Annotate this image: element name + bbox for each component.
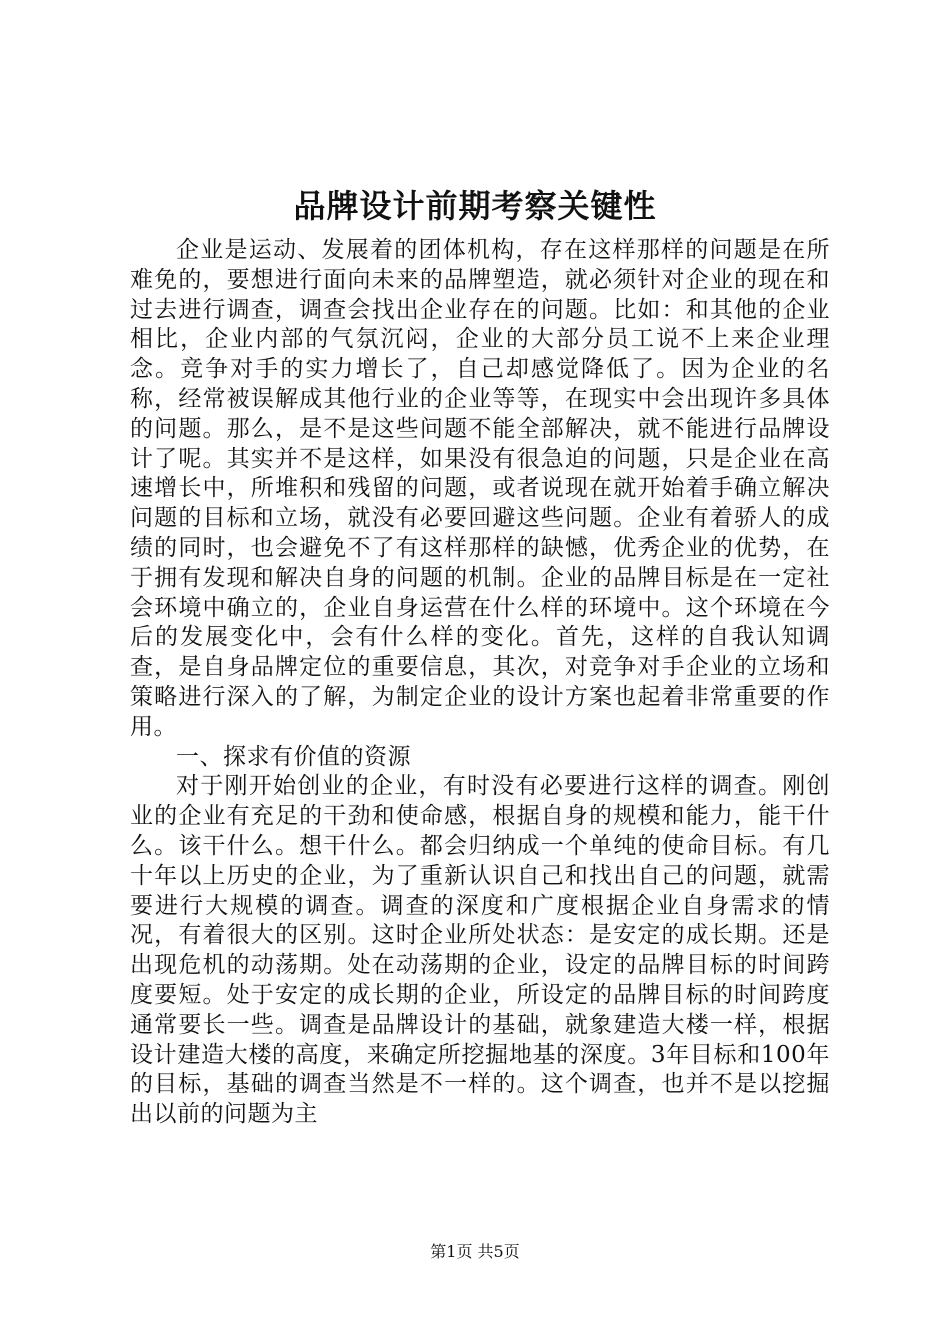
section-heading: 一、探求有价值的资源 bbox=[176, 743, 411, 770]
body-paragraph: 企业是运动、发展着的团体机构，存在这样那样的问题是在所难免的，要想进行面向未来的品牌塑造，就必须针对企业的现在和过去进行调查，调查会找出企业存在的问题。比如：和其他的企业相比，企业内部的气氛沉闷，企业的大部分员工说不上来企业理念。竞争对手的实力增长了，自己却感觉降低了。因为企业的名称，经常被误解成其他行业的企业等等，在现实中会出现许多具体的问题。那么，是不是这些问题不能全部解决，就不能进行品牌设计了呢。其实并不是这样，如果没有很急迫的问题，只是企业在高速增长中，所堆积和残留的问题，或者说现在就开始着手确立解决问题的目标和立场，就没有必要回避这些问题。企业有着骄人的成绩的同时，也会避免不了有这样那样的缺憾，优秀企业的优势，在于拥有发现和解决自身的问题的机制。企业的品牌目标是在一定社会环境中确立的，企业自身运营在什么样的环境中。这个环境在今后的发展变化中，会有什么样的变化。首先，这样的自我认知调查，是自身品牌定位的重要信息，其次，对竞争对手企业的立场和策略进行深入的了解，为制定企业的设计方案也起着非常重要的作用。 bbox=[130, 237, 830, 740]
page-number: 第1页 共5页 bbox=[430, 1242, 520, 1261]
document-body bbox=[130, 236, 830, 1130]
document-title: 品牌设计前期考察关键性 bbox=[293, 187, 657, 225]
body-paragraph: 对于刚开始创业的企业，有时没有必要进行这样的调查。刚创业的企业有充足的干劲和使命感，根据自身的规模和能力，能干什么。该干什么。想干什么。都会归纳成一个单纯的使命目标。有几十年以上历史的企业，为了重新认识自己和找出自己的问题，就需要进行大规模的调查。调查的深度和广度根据企业自身需求的情况，有着很大的区别。这时企业所处状态：是安定的成长期。还是出现危机的动荡期。处在动荡期的企业，设定的品牌目标的时间跨度要短。处于安定的成长期的企业，所设定的品牌目标的时间跨度通常要长一些。调查是品牌设计的基础，就象建造大楼一样，根据设计建造大楼的高度，来确定所挖掘地基的深度。3年目标和100年的目标，基础的调查当然是不一样的。这个调查，也并不是以挖掘出以前的问题为主 bbox=[130, 773, 830, 1128]
